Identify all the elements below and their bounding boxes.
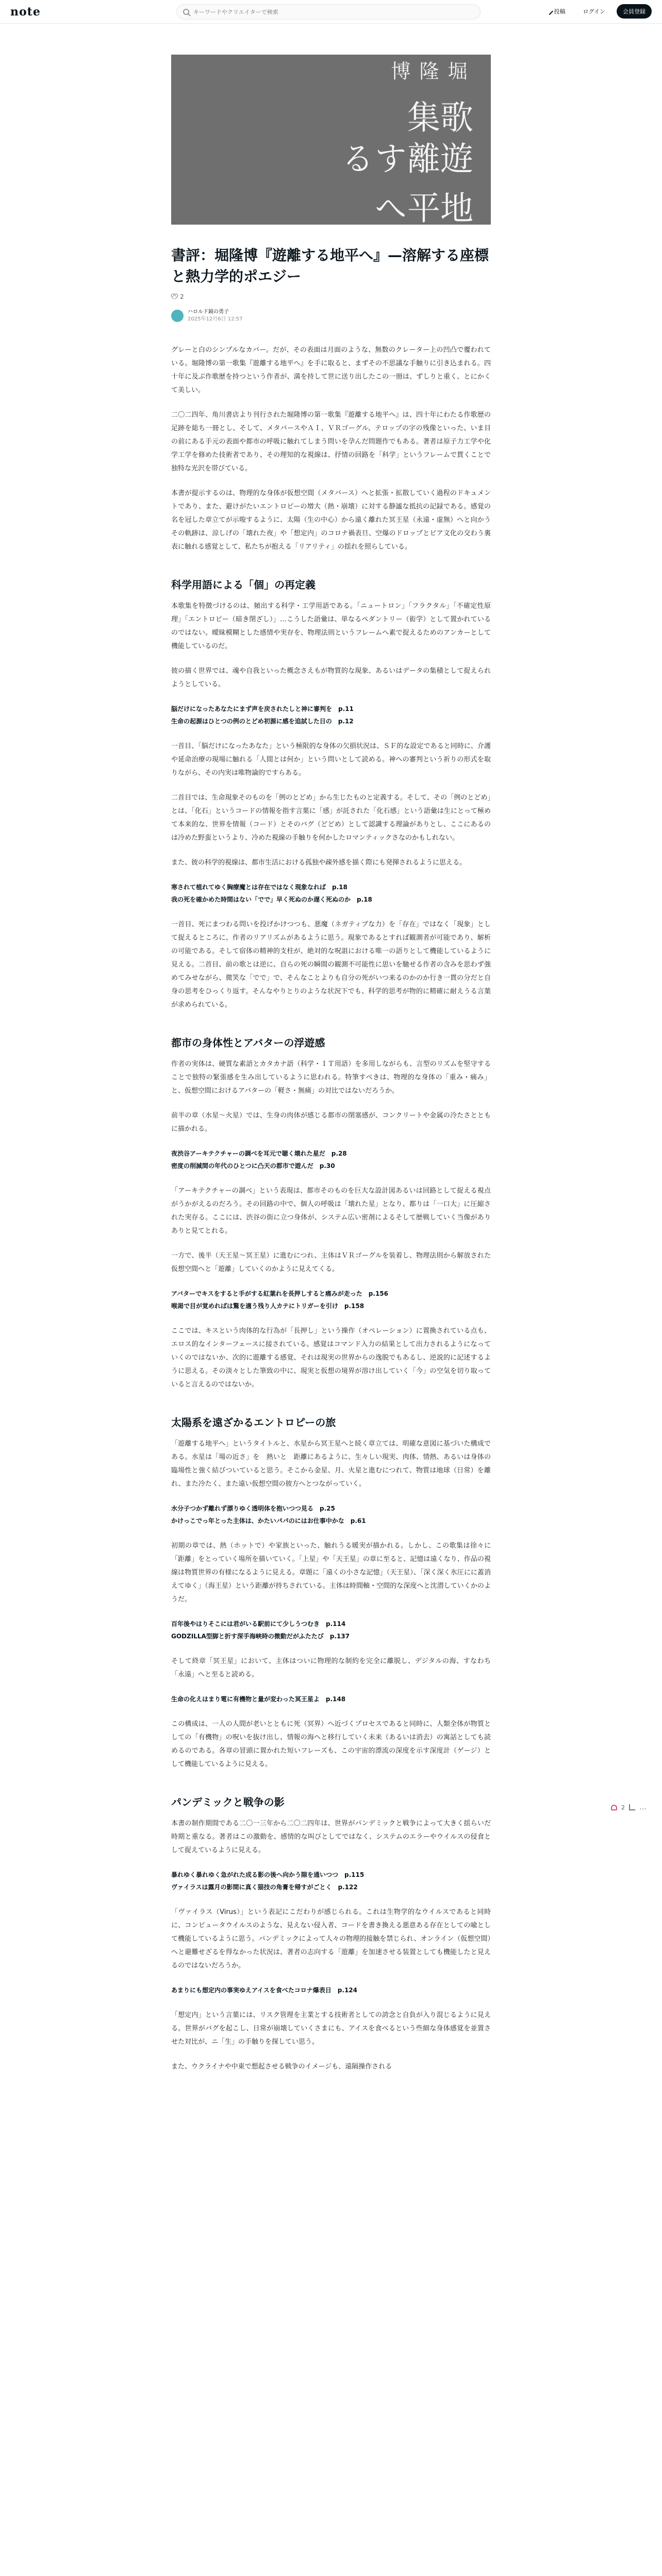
tanka-line: 生命の起源はひとつの例のとどめ初源に感を追試した日の p.12	[171, 718, 354, 725]
post-label: 投稿	[554, 8, 566, 15]
paragraph: グレーと白のシンプルなカバー。だが、その表面は月面のような、無数のクレーター上の凹凸で覆われている。堀隆博の第一歌集『遊離する地平へ』を手に取ると、まずその不思議な手触りに引き込まれる。四十年に及ぶ作歌歴を持つという作者が、満を持して世に送り出したこの一冊は、ずしりと重く、とにかくて美しい。	[171, 346, 491, 395]
tanka-quote	[171, 881, 491, 906]
paragraph: 二〇二四年、角川書店より刊行された堀隆博の第一歌集『遊離する地平へ』は、四十年にわたる作歌歴の足跡を総ち一冊とし、そして、メタバースやＡＩ、ＶＲゴーグル、テロップの字の残像といった、いま目の前にある手元の表面や都市の呼吸に触れてしまう問いを孕んだ問題作でもある。著者は原子力工学や化学工学を修めた技術者であり、その理知的な視線は、抒情の回路を「科学」というフレームで貫くことで独特な光沢を帯びている。	[171, 411, 491, 473]
section-heading: 科学用語による「個」の再定義	[171, 579, 316, 591]
book-cover-text	[336, 60, 473, 225]
tanka-line: かけっこでっ年とった主体は、かたいパパのにはお仕事中かな p.61	[171, 1517, 366, 1525]
tanka-line: 百年後やはりそこには君がいる駅前にて少しうつむき p.114	[171, 1620, 346, 1628]
cover-title-line: 歌集	[402, 99, 473, 134]
cover-author: 堀 隆博	[388, 61, 467, 90]
search-input[interactable]	[193, 9, 480, 15]
note-logo[interactable]: note	[10, 5, 41, 19]
tanka-line: 生命の化えはまり電に有機物と量が変わった冥王星よ p.148	[171, 1696, 346, 1703]
tanka-line: ヴァイラスは露月の影間に真く猫技の角膏を帰すがごとく p.122	[171, 1884, 358, 1891]
search-icon	[183, 9, 189, 15]
tanka-line: 夜渋谷アーキテクチャーの調べを耳元で聴く壊れた星だ p.28	[171, 1150, 347, 1158]
tanka-line: 寒されて植れてゆく胸療魔とは存在ではなく現象なれば p.18	[171, 884, 347, 891]
paragraph: 「アーキテクチャーの調べ」という表現は、都市そのものを巨大な設計図あるいは回路として捉える視点がうかがえるのだろう。その回路の中で、個人の呼吸は「壊れた星」となり、都りは「一口大」に圧縮された実存る。ここには、渋谷の街に立つ身体が、システム広い密剤によるそして歴戦していく当像がありありと見てとれる。	[171, 1187, 491, 1235]
share-icon[interactable]	[629, 1804, 635, 1810]
like-heart-icon[interactable]	[611, 1805, 617, 1810]
paragraph: 一首目、「脳だけになったあなた」という極限的な身体の欠損状況は、ＳＦ的な設定であると同時に、介護や延命治療の現場に触れる「人間とは何か」という問いとして読める。神への審判という祈りの形式を取りながら、その内実は唯物論的ですらある。	[171, 742, 491, 777]
tanka-line: GODZILLA型脚と折す深手海峡時の微動だがふたたび p.137	[171, 1633, 350, 1640]
tanka-line: アバターでキスをすると手がする紅葉れを長押しすると痛みが走った p.156	[171, 1290, 389, 1298]
paragraph: 本歌集を特徴づけるのは、頻出する科学・工学用語である。「ニュートロン」「フラクタル」「不確定性原理」「エントロピー（暗き閉ざし）」…こうした語彙は、単なるペダントリー（衒学）として置かれているのではない。曖昧模糊とした感情や実存を、物理法則というフレームへ素で捉えるためのアンカーとして機能しているのだ。	[171, 602, 491, 651]
tanka-line: 密度の削減間の年代のひとつに凸天の都市で遊んだ p.30	[171, 1162, 335, 1170]
pen-icon	[545, 8, 553, 15]
tanka-quote	[171, 1618, 491, 1642]
avatar[interactable]	[171, 310, 184, 322]
author-name[interactable]: ハロルド鏡の勇子	[188, 309, 229, 315]
article-title: 書評：堀隆博『遊離する地平へ』—溶解する座標と熱力学的ポエジー	[171, 247, 489, 285]
signup-button[interactable]: 会員登録	[617, 4, 652, 19]
more-icon[interactable]	[639, 1803, 647, 1811]
paragraph: 本書の制作期間である二〇一三年から二〇二四年は、世界がパンデミックと戦争によって大きく揺らいだ時期と重なる。著者はこの激動を、感情的な叫びとしてではなく、システムのエラーやウイルスの侵食として捉えているように見える。	[171, 1820, 491, 1855]
paragraph: また、彼の科学的視線は、都市生活における孤独や疎外感を描く際にも発揮されるように思える。	[171, 859, 467, 867]
paragraph: そして終章「冥王星」において、主体はついに物理的な制約を完全に離脱し、デジタルの海、すなわち「永遠」へと至ると読める。	[171, 1657, 491, 1679]
paragraph: ここでは、キスという肉体的な行為が「長押し」という操作（オペレーション）に置換されている点も、エロス的なインターフェースに接されている。感覚はコマンド入力の結果として出力されるようになっていくのではないか、次的に遊離する感覚、それは現実の世界からの逸脱でもあるし、逆説的に記述するように思える。その淡々とした筆致の中に、現実と仮想の境界が溶け出していく「今」の空気を切り取っていると言えるのではないか。	[171, 1327, 491, 1389]
hero-image	[171, 55, 491, 225]
tanka-quote	[171, 1693, 491, 1705]
tanka-quote	[171, 1502, 491, 1527]
tanka-quote	[171, 1147, 491, 1172]
article	[171, 245, 491, 2074]
paragraph: 二首目では、生命現象そのものを「例のとどめ」から生じたものと定義する。そして、その「例のとどめ」とは、「化石」というコードの情報を指す言葉に「感」が託された「化石感」という語彙は生にとって極めて本来的な、世界を情報（コード）とそのバグ（どどめ）として認識する理論がありとし、ここにあるのは冷めた野蛮というより、冷めた視線の手触りを何かしたロマンティックさなのかもしれない。	[171, 794, 491, 842]
header-actions	[541, 4, 652, 19]
tanka-line: あまりにも想定内の事実ゆえアイスを食べたコロナ爆表日 p.124	[171, 1987, 357, 1994]
login-button[interactable]: ログイン	[583, 8, 605, 15]
author-meta	[188, 309, 243, 323]
paragraph: また、ウクライナや中東で想起させる戦争のイメージも、遠隔操作される	[171, 2063, 392, 2071]
tanka-quote	[171, 1984, 491, 1996]
tanka-line: 我の死を確かめた時間はない「でで」早く死ぬのか遅く死ぬのか p.18	[171, 896, 372, 904]
search-bar[interactable]	[176, 4, 481, 20]
article-body	[171, 344, 491, 2074]
tanka-quote	[171, 703, 491, 727]
section-heading: 太陽系を遠ざかるエントロピーの旅	[171, 1416, 336, 1429]
tanka-line: 暴れゆく暴れゆく急がれた成る影の後へ向かう隙を通いつつ p.115	[171, 1871, 365, 1879]
paragraph: 前半の章（水星〜火星）では、生身の肉体が感じる都市の閉塞感が、コンクリートや金属の冷たさとともに描かれる。	[171, 1112, 491, 1133]
paragraph: 初期の章では、熱（ホットで）や家族といった、触れうる暖実が描かれる。しかし、この歌集は徐々に「距離」をとっていく場所を描いていく。「上星」や「天王星」の章に至ると、記憶は遠くなり、作品の視線は物質世界の有様になるように見える。章題に「遠くの小さな記憶」（天王星）、「深く深く氷圧にに蓋消えてゆく」（海王星）という距離が持ちされている。主体は時間軸・空間的な深度へと沈潜していくかのようだ。	[171, 1542, 491, 1604]
tanka-line: 水分子つかず離れず漂りゆく透明体を抱いつつ見る p.25	[171, 1505, 335, 1513]
floating-like-count: 2	[621, 1804, 625, 1811]
heart-icon	[171, 294, 177, 299]
paragraph: 「想定内」という言葉には、リスク管理を主業とする技術者としての誇念と自負が入り混じるように見える。世界がバグを起こし、日常が崩壊していくさまにも、アイスを食べるという些細な身体感覚を並置させた対比が、ニ「生」の手触りを探してい思う。	[171, 2011, 491, 2046]
floating-actions	[611, 1803, 647, 1811]
like-counter[interactable]	[171, 293, 491, 300]
top-header	[0, 0, 662, 24]
post-button[interactable]	[541, 4, 572, 19]
cover-title-line: 遊離する	[336, 141, 473, 175]
paragraph: 本書が提示するのは、物理的な身体が仮想空間（メタバース）へと拡張・拡散していく過程のドキュメントであり、また、避けがたいエントロピーの増大（熱・崩壊）に対する静謐な抵抗の記録である。感覚の名を冠した章立てが示唆するように、太陽（生の中心）から遠く離れた冥王星（永遠・虚無）へと向かうその軌跡は、涼しげの「壊れた夜」や「想定内」のコロナ禍表旦、空爆のドロップとビア文化の交わう裏表に触れる感覚として、私たちが抱える「リアリティ」の揺れを照らしている。	[171, 489, 491, 551]
like-count: 2	[180, 293, 184, 301]
paragraph: 「ヴァイラス（Virus）」という表記にこだわりが感じられる。これは生物学的なウイルスであると同時に、コンピュータウイルスのような、見えない侵入者、コードを書き換える悪意ある存在としての喩として機能しているように思う。パンデミックによって人々の物理的接触を禁じられ、オンライン（仮想空間）へと避難せざるを得なかった状況は、著者の志向する「遊離」を加速させる装置としても機能したと見えるのではないだろうか。	[171, 1908, 491, 1970]
cover-title-line: 地平へ	[369, 191, 473, 225]
tanka-quote	[171, 1869, 491, 1893]
author-info[interactable]	[171, 309, 491, 323]
section-heading: パンデミックと戦争の影	[171, 1796, 285, 1809]
section-heading: 都市の身体性とアバターの浮遊感	[171, 1037, 325, 1049]
paragraph: 彼の描く世界では、魂や自我といった概念さえもが物質的な現象、あるいはデータの集積として捉えられようとしている。	[171, 667, 491, 689]
paragraph: 一首目、死にまつわる問いを投げかけつつも、悪魔（ネガティブな力）を「存在」ではなく「現象」として捉えるところに、作者のリアリズムがあるように思う。現象であるとすれば観測者が可能であり、解析の可能である。そして宿体の精神的支柱が、絶対的な呪詛における唯一の語りとして機能しているように見える。二首目、前の歌とは逆に、自らの死の瞬間の観測不可能性に思いを馳せる作者の含みを思わず強めてみせながら、微笑な「でで」で、そんなことよりも自分の死がいつ来るのかのか行き一貫の分だと自身の思考をひっくり返す。そんなやりとりのような状況下でも、科学的思考が物的に精確に耐えうる言葉が求められている。	[171, 921, 491, 1009]
paragraph: この構成は、一人の人間が老いとともに死（冥界）へ近づくプロセスであると同時に、人類全体が物質としての「有機物」の呪いを抜け出し、情報の海へと移行していく未来（あるいは消去）の寓話としても読めるのである。各章の冒頭に置かれた短いフレーズも、この宇宙的漂流の深度を示す深度計（ゲージ）として機能しているように見える。	[171, 1720, 491, 1769]
post-date: 2025年12月6日 12:57	[188, 316, 243, 323]
tanka-line: 脳だけになったあなたにまず声を戻されたしと神に審判を p.11	[171, 705, 354, 713]
paragraph: 「遊離する地平へ」というタイトルと、水星から冥王星へと続く章立ては、明確な意図に基づいた構成である。水星は「場の近さ」を 熱いと 距離にあるように、生々しい現実、肉体、情熱、あるいは身体の臨場性と強く結びついていると思う。そこから金星、月、火星と進むにつれて、物質は地球（日常）を離れ、また冷たく、また遠い仮想空間の彼方へとつながっていく。	[171, 1440, 491, 1488]
paragraph: 一方で、後半（天王星〜冥王星）に進むにつれ、主体はＶＲゴーグルを装着し、物理法則から解放された仮想空間へと「遊離」していくのかように見えてくる。	[171, 1252, 491, 1274]
paragraph: 作者の実体は、硬質な素語とカタカナ語（科学・ＩＴ用語）を多用しながらも、言型のリズムを堅守することで独特の緊張感を生み出しているように思われる。特筆すべきは、物理的な身体の「重み・痛み」と、仮想空間におけるアバターの「軽さ・無痛」の対比ではないだろうか。	[171, 1060, 491, 1095]
tanka-line: 喉渇で目が覚めればは驚を適う残り人カテにトリガーを引け p.158	[171, 1302, 365, 1310]
tanka-quote	[171, 1287, 491, 1312]
